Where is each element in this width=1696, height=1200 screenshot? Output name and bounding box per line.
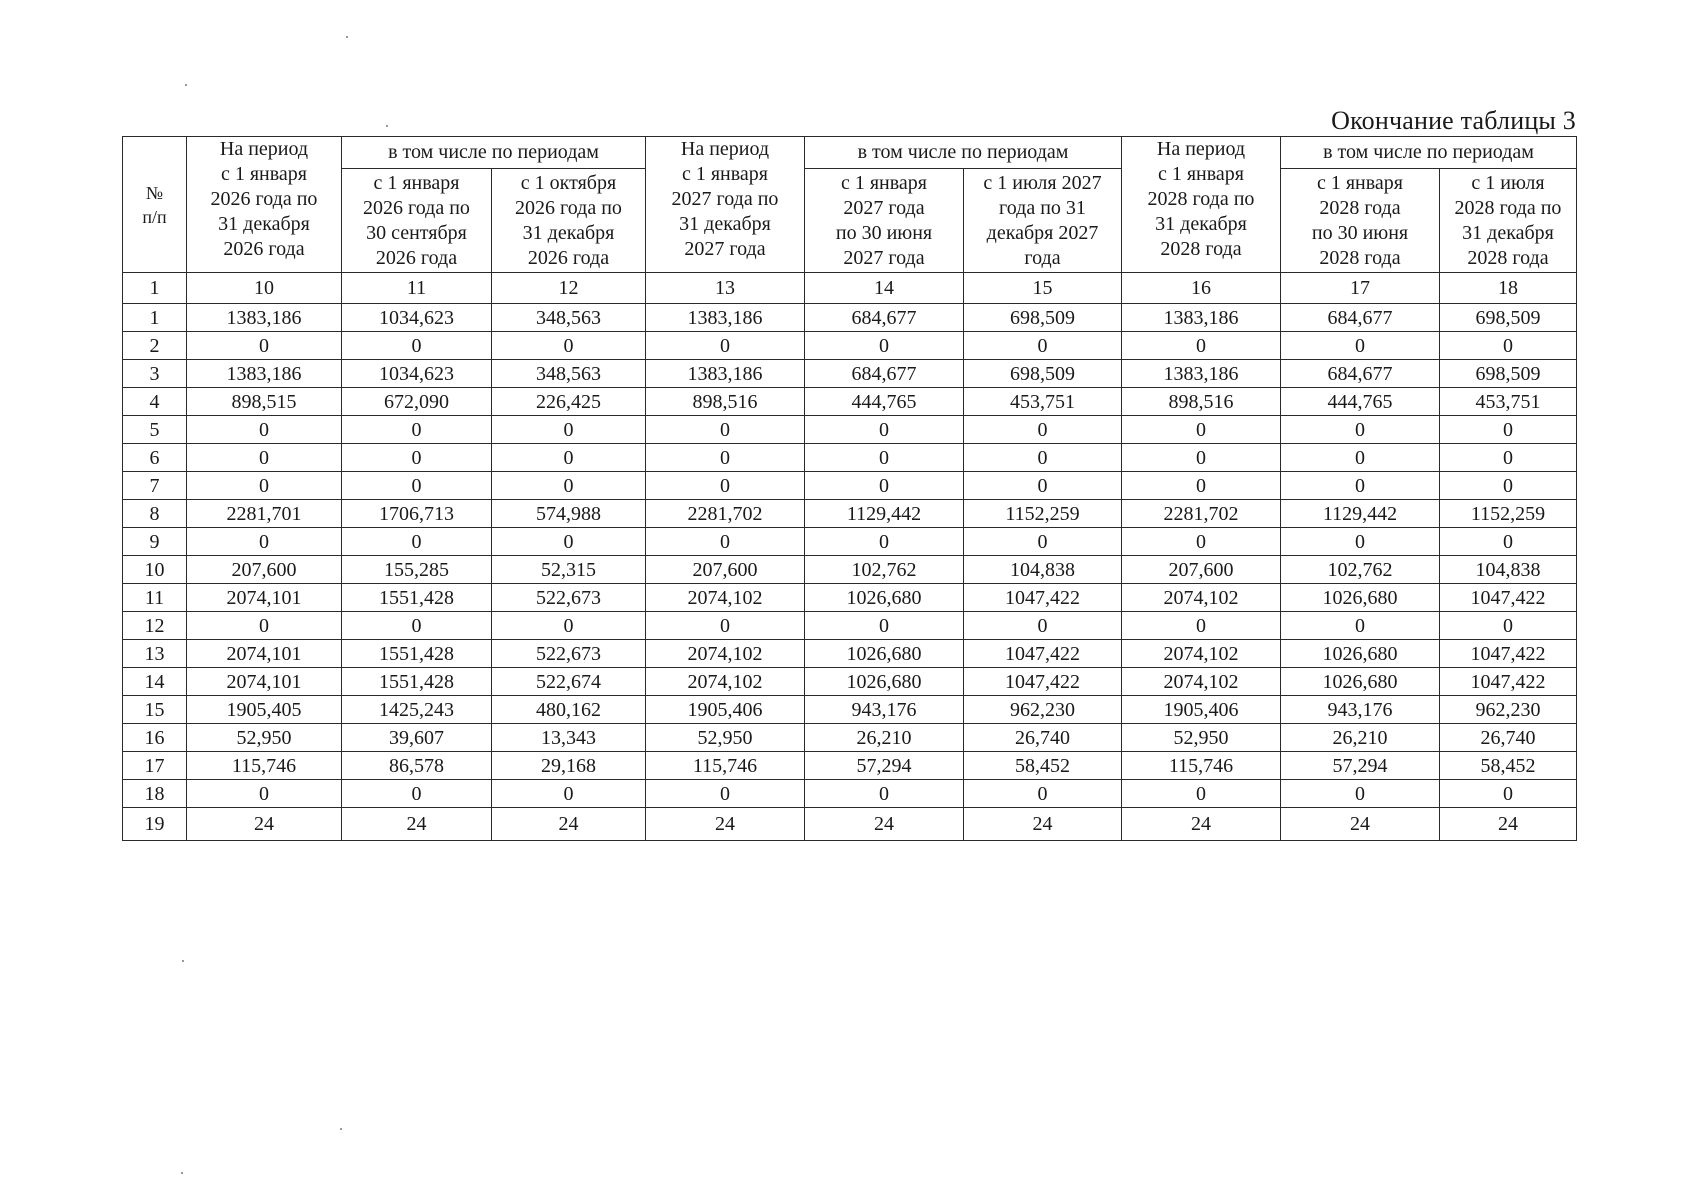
table-row <box>123 444 1577 472</box>
table-cell: 1047,422 <box>1440 640 1577 668</box>
table-cell: 0 <box>342 528 492 556</box>
table-cell: 0 <box>1440 780 1577 808</box>
row-number-cell: 4 <box>123 388 187 416</box>
table-cell: 348,563 <box>492 360 646 388</box>
header-col-17: с 1 января 2028 года по 30 июня 2028 года <box>1281 169 1440 273</box>
header-row-number: № п/п <box>123 137 187 273</box>
row-number-cell: 14 <box>123 668 187 696</box>
table-cell: 1026,680 <box>1281 668 1440 696</box>
table-cell: 26,210 <box>805 724 964 752</box>
table-cell: 86,578 <box>342 752 492 780</box>
table-cell: 0 <box>1440 472 1577 500</box>
row-number-cell: 15 <box>123 696 187 724</box>
table-cell: 1047,422 <box>964 640 1122 668</box>
table-row <box>123 360 1577 388</box>
header-including-2028: в том числе по периодам <box>1281 137 1577 169</box>
table-cell: 0 <box>1440 612 1577 640</box>
table-cell: 52,950 <box>187 724 342 752</box>
header-period-2027: На период с 1 января 2027 года по 31 декабря 2027 года <box>646 137 805 273</box>
table-cell: 0 <box>964 332 1122 360</box>
table-cell: 24 <box>646 808 805 841</box>
table-cell: 0 <box>492 612 646 640</box>
table-cell: 684,677 <box>805 304 964 332</box>
table-cell: 0 <box>1440 332 1577 360</box>
table-cell: 57,294 <box>805 752 964 780</box>
row-number-cell: 9 <box>123 528 187 556</box>
header-period-2028: На период с 1 января 2028 года по 31 декабря 2028 года <box>1122 137 1281 273</box>
table-cell: 0 <box>964 780 1122 808</box>
table-row <box>123 752 1577 780</box>
table-cell: 1905,405 <box>187 696 342 724</box>
table-cell: 0 <box>1281 612 1440 640</box>
table-cell: 0 <box>342 780 492 808</box>
row-number-cell: 12 <box>123 612 187 640</box>
table-cell: 39,607 <box>342 724 492 752</box>
table-cell: 698,509 <box>964 360 1122 388</box>
table-cell: 11 <box>342 273 492 304</box>
table-cell: 698,509 <box>1440 360 1577 388</box>
table-cell: 0 <box>342 416 492 444</box>
table-cell: 26,740 <box>1440 724 1577 752</box>
table-cell: 24 <box>1281 808 1440 841</box>
table-cell: 898,516 <box>1122 388 1281 416</box>
table-cell: 2074,102 <box>646 584 805 612</box>
table-cell: 102,762 <box>805 556 964 584</box>
table-cell: 58,452 <box>964 752 1122 780</box>
table-cell: 943,176 <box>1281 696 1440 724</box>
table-cell: 207,600 <box>187 556 342 584</box>
table-cell: 0 <box>187 780 342 808</box>
table-cell: 26,210 <box>1281 724 1440 752</box>
table-cell: 0 <box>1440 444 1577 472</box>
row-number-cell: 7 <box>123 472 187 500</box>
table-cell: 1383,186 <box>646 304 805 332</box>
table-row <box>123 416 1577 444</box>
table-cell: 13,343 <box>492 724 646 752</box>
table-cell: 962,230 <box>1440 696 1577 724</box>
table-cell: 0 <box>1122 528 1281 556</box>
table-cell: 2074,102 <box>646 668 805 696</box>
table-cell: 0 <box>805 472 964 500</box>
table-cell: 0 <box>1281 780 1440 808</box>
table-cell: 672,090 <box>342 388 492 416</box>
table-row <box>123 612 1577 640</box>
table-row <box>123 668 1577 696</box>
table-cell: 1383,186 <box>187 304 342 332</box>
table-cell: 0 <box>646 528 805 556</box>
table-cell: 1034,623 <box>342 360 492 388</box>
table-cell: 684,677 <box>1281 304 1440 332</box>
table-cell: 0 <box>646 780 805 808</box>
table-cell: 52,950 <box>1122 724 1281 752</box>
table-cell: 1905,406 <box>1122 696 1281 724</box>
table-cell: 0 <box>342 332 492 360</box>
table-cell: 0 <box>492 416 646 444</box>
table-cell: 17 <box>1281 273 1440 304</box>
table-cell: 104,838 <box>1440 556 1577 584</box>
table-cell: 1026,680 <box>805 668 964 696</box>
table-cell: 1047,422 <box>964 668 1122 696</box>
scan-speck <box>340 1128 342 1130</box>
table-cell: 0 <box>805 444 964 472</box>
table-cell: 0 <box>492 528 646 556</box>
table-cell: 0 <box>342 472 492 500</box>
table-cell: 29,168 <box>492 752 646 780</box>
header-col-12: с 1 октября 2026 года по 31 декабря 2026 года <box>492 169 646 273</box>
table-cell: 0 <box>342 612 492 640</box>
table-cell: 0 <box>646 444 805 472</box>
table-cell: 0 <box>492 332 646 360</box>
table-cell: 0 <box>187 472 342 500</box>
table-cell: 962,230 <box>964 696 1122 724</box>
table-cell: 0 <box>646 332 805 360</box>
table-cell: 1026,680 <box>805 584 964 612</box>
table-cell: 24 <box>805 808 964 841</box>
row-number-cell: 13 <box>123 640 187 668</box>
scan-speck <box>386 125 388 127</box>
table-cell: 12 <box>492 273 646 304</box>
table-cell: 24 <box>492 808 646 841</box>
table-cell: 1383,186 <box>1122 360 1281 388</box>
table-cell: 115,746 <box>646 752 805 780</box>
table-cell: 0 <box>646 472 805 500</box>
tariff-table <box>122 136 1577 841</box>
table-cell: 0 <box>805 528 964 556</box>
table-cell: 0 <box>805 416 964 444</box>
table-cell: 453,751 <box>964 388 1122 416</box>
table-cell: 0 <box>492 444 646 472</box>
row-number-cell: 17 <box>123 752 187 780</box>
table-cell: 24 <box>1122 808 1281 841</box>
table-cell: 1129,442 <box>805 500 964 528</box>
table-cell: 102,762 <box>1281 556 1440 584</box>
table-cell: 1026,680 <box>805 640 964 668</box>
table-cell: 24 <box>187 808 342 841</box>
table-cell: 2281,701 <box>187 500 342 528</box>
table-row <box>123 724 1577 752</box>
table-cell: 480,162 <box>492 696 646 724</box>
row-number-cell: 6 <box>123 444 187 472</box>
table-cell: 15 <box>964 273 1122 304</box>
table-cell: 0 <box>492 780 646 808</box>
table-cell: 52,950 <box>646 724 805 752</box>
table-cell: 0 <box>1122 472 1281 500</box>
table-row <box>123 808 1577 841</box>
table-row <box>123 780 1577 808</box>
table-cell: 0 <box>187 444 342 472</box>
row-number-cell: 1 <box>123 304 187 332</box>
table-cell: 574,988 <box>492 500 646 528</box>
table-cell: 0 <box>187 332 342 360</box>
table-cell: 1 <box>123 273 187 304</box>
table-cell: 684,677 <box>805 360 964 388</box>
table-cell: 26,740 <box>964 724 1122 752</box>
table-cell: 0 <box>187 612 342 640</box>
table-cell: 58,452 <box>1440 752 1577 780</box>
table-cell: 0 <box>1281 528 1440 556</box>
row-number-cell: 10 <box>123 556 187 584</box>
table-cell: 0 <box>646 612 805 640</box>
header-including-2026: в том числе по периодам <box>342 137 646 169</box>
table-cell: 2074,102 <box>1122 640 1281 668</box>
table-cell: 943,176 <box>805 696 964 724</box>
table-cell: 453,751 <box>1440 388 1577 416</box>
table-cell: 522,674 <box>492 668 646 696</box>
table-cell: 1551,428 <box>342 584 492 612</box>
table-cell: 24 <box>1440 808 1577 841</box>
table-cell: 2281,702 <box>646 500 805 528</box>
header-col-15: с 1 июля 2027 года по 31 декабря 2027 года <box>964 169 1122 273</box>
table-cell: 1152,259 <box>964 500 1122 528</box>
table-cell: 348,563 <box>492 304 646 332</box>
table-cell: 24 <box>964 808 1122 841</box>
table-cell: 57,294 <box>1281 752 1440 780</box>
table-cell: 16 <box>1122 273 1281 304</box>
table-row <box>123 500 1577 528</box>
table-cell: 18 <box>1440 273 1577 304</box>
table-cell: 207,600 <box>1122 556 1281 584</box>
table-row <box>123 584 1577 612</box>
scan-speck <box>181 1172 183 1174</box>
table-cell: 2074,101 <box>187 640 342 668</box>
table-cell: 0 <box>1440 416 1577 444</box>
table-cell: 0 <box>187 528 342 556</box>
column-index-row <box>123 273 1577 304</box>
row-number-cell: 19 <box>123 808 187 841</box>
table-cell: 0 <box>1281 416 1440 444</box>
table-cell: 0 <box>1122 780 1281 808</box>
table-cell: 1383,186 <box>187 360 342 388</box>
header-col-11: с 1 января 2026 года по 30 сентября 2026 года <box>342 169 492 273</box>
table-cell: 684,677 <box>1281 360 1440 388</box>
table-cell: 522,673 <box>492 584 646 612</box>
table-cell: 0 <box>964 444 1122 472</box>
table-cell: 2281,702 <box>1122 500 1281 528</box>
table-cell: 14 <box>805 273 964 304</box>
scan-speck <box>346 36 348 38</box>
table-cell: 0 <box>342 444 492 472</box>
table-cell: 1551,428 <box>342 640 492 668</box>
table-cell: 1047,422 <box>964 584 1122 612</box>
table-cell: 0 <box>805 780 964 808</box>
table-cell: 13 <box>646 273 805 304</box>
table-cell: 444,765 <box>1281 388 1440 416</box>
scan-speck <box>185 84 187 86</box>
table-cell: 1034,623 <box>342 304 492 332</box>
table-cell: 1047,422 <box>1440 668 1577 696</box>
table-cell: 0 <box>187 416 342 444</box>
table-body <box>123 273 1577 841</box>
table-cell: 0 <box>1281 444 1440 472</box>
table-cell: 10 <box>187 273 342 304</box>
table-cell: 1383,186 <box>1122 304 1281 332</box>
table-cell: 0 <box>964 472 1122 500</box>
table-cell: 0 <box>1281 472 1440 500</box>
table-caption: Окончание таблицы 3 <box>1331 106 1576 135</box>
row-number-cell: 8 <box>123 500 187 528</box>
table-cell: 115,746 <box>187 752 342 780</box>
row-number-cell: 16 <box>123 724 187 752</box>
table-cell: 115,746 <box>1122 752 1281 780</box>
table-cell: 898,516 <box>646 388 805 416</box>
table-cell: 1425,243 <box>342 696 492 724</box>
table-cell: 0 <box>1281 332 1440 360</box>
table-cell: 2074,102 <box>1122 668 1281 696</box>
table-cell: 2074,102 <box>1122 584 1281 612</box>
table-cell: 207,600 <box>646 556 805 584</box>
table-row <box>123 304 1577 332</box>
table-cell: 24 <box>342 808 492 841</box>
table-cell: 0 <box>1122 612 1281 640</box>
table-row <box>123 640 1577 668</box>
table-cell: 0 <box>964 612 1122 640</box>
table-cell: 1706,713 <box>342 500 492 528</box>
table-cell: 155,285 <box>342 556 492 584</box>
table-cell: 444,765 <box>805 388 964 416</box>
table-row <box>123 528 1577 556</box>
table-cell: 698,509 <box>1440 304 1577 332</box>
table-row <box>123 556 1577 584</box>
table-cell: 0 <box>1440 528 1577 556</box>
header-col-18: с 1 июля 2028 года по 31 декабря 2028 года <box>1440 169 1577 273</box>
table-cell: 52,315 <box>492 556 646 584</box>
table-row <box>123 472 1577 500</box>
table-cell: 1152,259 <box>1440 500 1577 528</box>
table-cell: 0 <box>646 416 805 444</box>
table-cell: 1905,406 <box>646 696 805 724</box>
header-period-2026: На период с 1 января 2026 года по 31 декабря 2026 года <box>187 137 342 273</box>
header-including-2027: в том числе по периодам <box>805 137 1122 169</box>
table-cell: 0 <box>1122 444 1281 472</box>
scan-speck <box>182 960 184 962</box>
table-cell: 1551,428 <box>342 668 492 696</box>
table-cell: 1026,680 <box>1281 640 1440 668</box>
table-cell: 1047,422 <box>1440 584 1577 612</box>
row-number-cell: 2 <box>123 332 187 360</box>
table-cell: 522,673 <box>492 640 646 668</box>
row-number-cell: 18 <box>123 780 187 808</box>
table-cell: 226,425 <box>492 388 646 416</box>
table-row <box>123 388 1577 416</box>
table-cell: 104,838 <box>964 556 1122 584</box>
header-col-14: с 1 января 2027 года по 30 июня 2027 года <box>805 169 964 273</box>
table-cell: 2074,101 <box>187 668 342 696</box>
table-cell: 0 <box>964 416 1122 444</box>
table-cell: 2074,101 <box>187 584 342 612</box>
table-cell: 2074,102 <box>646 640 805 668</box>
table-cell: 0 <box>805 612 964 640</box>
table-cell: 1383,186 <box>646 360 805 388</box>
table-cell: 0 <box>805 332 964 360</box>
table-cell: 1129,442 <box>1281 500 1440 528</box>
row-number-cell: 11 <box>123 584 187 612</box>
table-cell: 898,515 <box>187 388 342 416</box>
table-cell: 0 <box>1122 332 1281 360</box>
table-cell: 698,509 <box>964 304 1122 332</box>
table-cell: 0 <box>492 472 646 500</box>
table-row <box>123 696 1577 724</box>
table-cell: 0 <box>964 528 1122 556</box>
row-number-cell: 3 <box>123 360 187 388</box>
table-cell: 0 <box>1122 416 1281 444</box>
table-row <box>123 332 1577 360</box>
row-number-cell: 5 <box>123 416 187 444</box>
table-cell: 1026,680 <box>1281 584 1440 612</box>
